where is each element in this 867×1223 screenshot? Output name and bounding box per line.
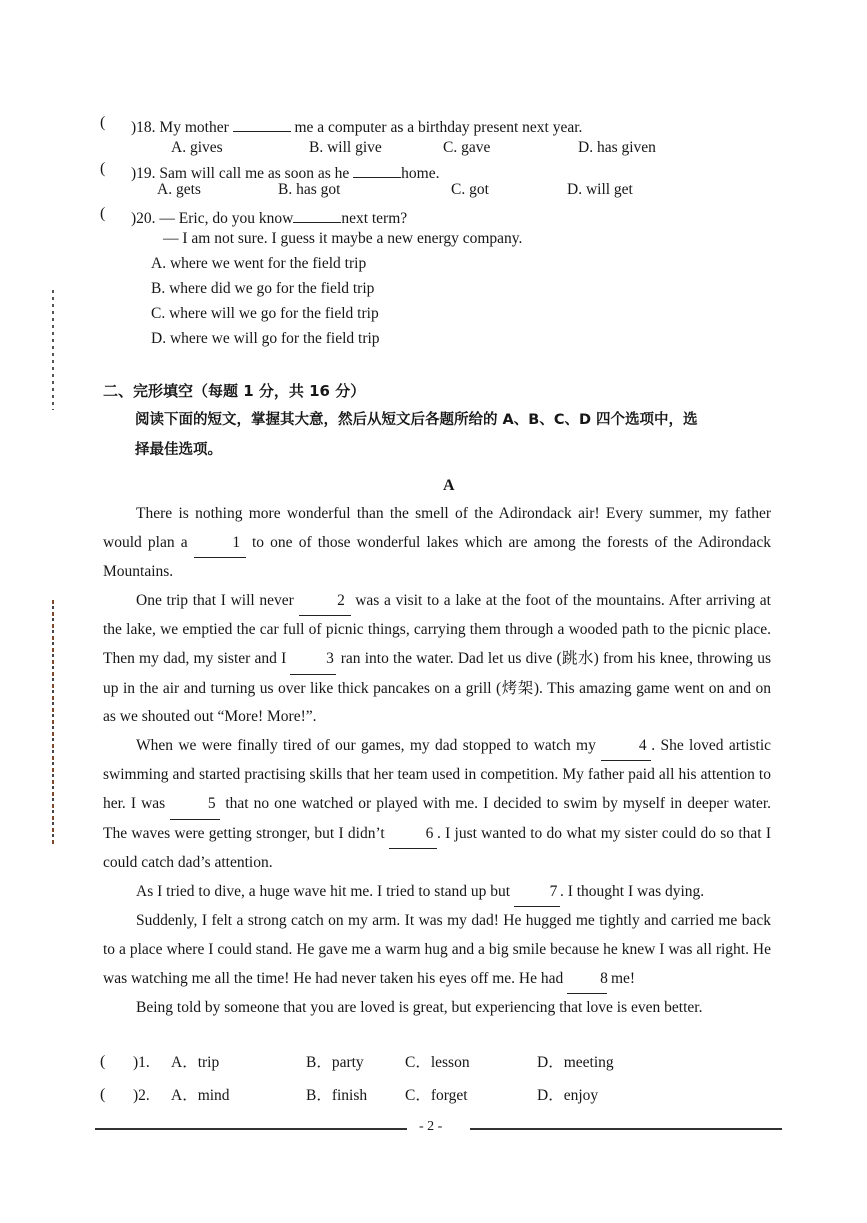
section-heading: 二、完形填空（每题 1 分，共 16 分）: [103, 382, 366, 400]
footer-rule-right: [470, 1128, 782, 1130]
question-text: My mother: [159, 119, 229, 136]
option-a: A. gives: [171, 139, 223, 156]
question-text: Sam will call me as soon as he: [159, 165, 350, 182]
passage-text: One trip that I will never: [136, 591, 294, 609]
answer-paren-18: (: [100, 114, 106, 131]
binding-mark-bottom: [52, 600, 54, 845]
option-c: C．lesson: [405, 1054, 470, 1071]
answer-paren-c2: (: [100, 1086, 106, 1103]
option-a: A．mind: [171, 1087, 230, 1104]
passage-text: Suddenly, I felt a strong catch on my arm. It was my dad! He hugged me tightly and carried me back to a place where I could stand. He gave me a warm hug and a big smile because he knew I was all right. He was watching me all the time! He had never taken his eyes off me. He had: [103, 912, 771, 987]
instruction-line: 阅读下面的短文，掌握其大意，然后从短文后各题所给的 A、B、C、D 四个选项中，选: [135, 412, 698, 428]
answer-paren-c1: (: [100, 1053, 106, 1070]
question-number: )20.: [131, 210, 156, 227]
cloze-blank-6: 6: [389, 820, 437, 850]
footer-rule-left: [95, 1128, 407, 1130]
option-c: C. gave: [443, 139, 491, 156]
passage-label: A: [443, 477, 455, 494]
question-number: )2.: [133, 1087, 150, 1104]
passage-text: . She loved artistic swimming and started practising skills that her team used in competition. My father paid all his attention to her. I was: [103, 736, 772, 812]
question-text: home.: [401, 165, 440, 182]
option-b: B．finish: [306, 1087, 368, 1104]
question-18: [131, 114, 582, 138]
passage-text: was a visit to a lake at the foot of the mountains. After arriving at the lake, we emptied the car full of picnic things, carrying them through a wooded path to the picnic place. Then my dad, my sister and I: [103, 591, 771, 667]
passage-text: When we were finally tired of our games, my dad stopped to watch my: [136, 736, 596, 754]
option-c: C. where will we go for the field trip: [151, 305, 379, 322]
paragraph: [103, 994, 771, 1023]
option-c: C. got: [451, 181, 489, 198]
dialogue-reply: — I am not sure. I guess it maybe a new energy company.: [163, 230, 523, 247]
option-b: B. will give: [309, 139, 382, 156]
passage-text: Being told by someone that you are loved is great, but experiencing that love is even better.: [136, 999, 703, 1017]
section-instructions: [135, 405, 775, 465]
passage-text: me!: [611, 969, 636, 987]
answer-paren-20: (: [100, 205, 106, 222]
paragraph: [103, 500, 771, 587]
option-c: C．forget: [405, 1087, 468, 1104]
option-d: D. where we will go for the field trip: [151, 330, 380, 347]
passage-text: There is nothing more wonderful than the smell of the Adirondack air! Every summer, my father would plan a: [103, 505, 771, 551]
cloze-blank-8: 8: [567, 965, 607, 995]
question-20: [131, 205, 407, 229]
paragraph: [103, 587, 771, 732]
cloze-passage: [103, 500, 771, 1023]
cloze-blank-4: 4: [601, 732, 651, 762]
paragraph: [103, 732, 771, 878]
cloze-blank-5: 5: [170, 790, 220, 820]
option-d: D．enjoy: [537, 1087, 599, 1104]
passage-text: As I tried to dive, a huge wave hit me. I tried to stand up but: [136, 882, 511, 900]
page-number: - 2 -: [419, 1119, 443, 1134]
passage-text: . I thought I was dying.: [559, 882, 705, 900]
answer-blank: [293, 205, 341, 223]
question-text: next term?: [341, 210, 408, 227]
question-number: )18.: [131, 119, 156, 136]
answer-blank: [233, 114, 291, 132]
option-b: B．party: [306, 1054, 364, 1071]
answer-blank: [353, 160, 401, 178]
option-a: A. gets: [157, 181, 201, 198]
cloze-blank-3: 3: [290, 645, 336, 675]
question-number: )19.: [131, 165, 156, 182]
option-a: A．trip: [171, 1054, 220, 1071]
option-d: D. has given: [578, 139, 656, 156]
option-b: B. where did we go for the field trip: [151, 280, 375, 297]
option-b: B. has got: [278, 181, 341, 198]
option-a: A. where we went for the field trip: [151, 255, 367, 272]
instruction-line: 择最佳选项。: [135, 442, 222, 458]
cloze-blank-1: 1: [194, 529, 246, 559]
cloze-blank-2: 2: [299, 587, 351, 617]
passage-text: . I just wanted to do what my sister could do so that I could catch dad’s attention.: [103, 824, 771, 872]
paragraph: [103, 878, 771, 908]
answer-paren-19: (: [100, 160, 106, 177]
question-text: — Eric, do you know: [159, 210, 294, 227]
binding-mark-top: [52, 290, 54, 410]
cloze-blank-7: 7: [514, 878, 560, 908]
option-d: D．meeting: [537, 1054, 614, 1071]
passage-text: to one of those wonderful lakes which are among the forests of the Adirondack Mountains.: [103, 533, 771, 581]
passage-text: that no one watched or played with me. I decided to swim by myself in deeper water. The waves were getting stronger, but I didn’t: [103, 794, 772, 842]
passage-text: ran into the water. Dad let us dive (跳水) from his knee, throwing us up in the air and turning us over like thick pancakes on a grill (烤架). This amazing game went on and on as we shouted out “More! More!”.: [103, 649, 771, 726]
question-number: )1.: [133, 1054, 150, 1071]
paragraph: [103, 907, 771, 994]
question-text: me a computer as a birthday present next year.: [294, 119, 583, 136]
option-d: D. will get: [567, 181, 633, 198]
